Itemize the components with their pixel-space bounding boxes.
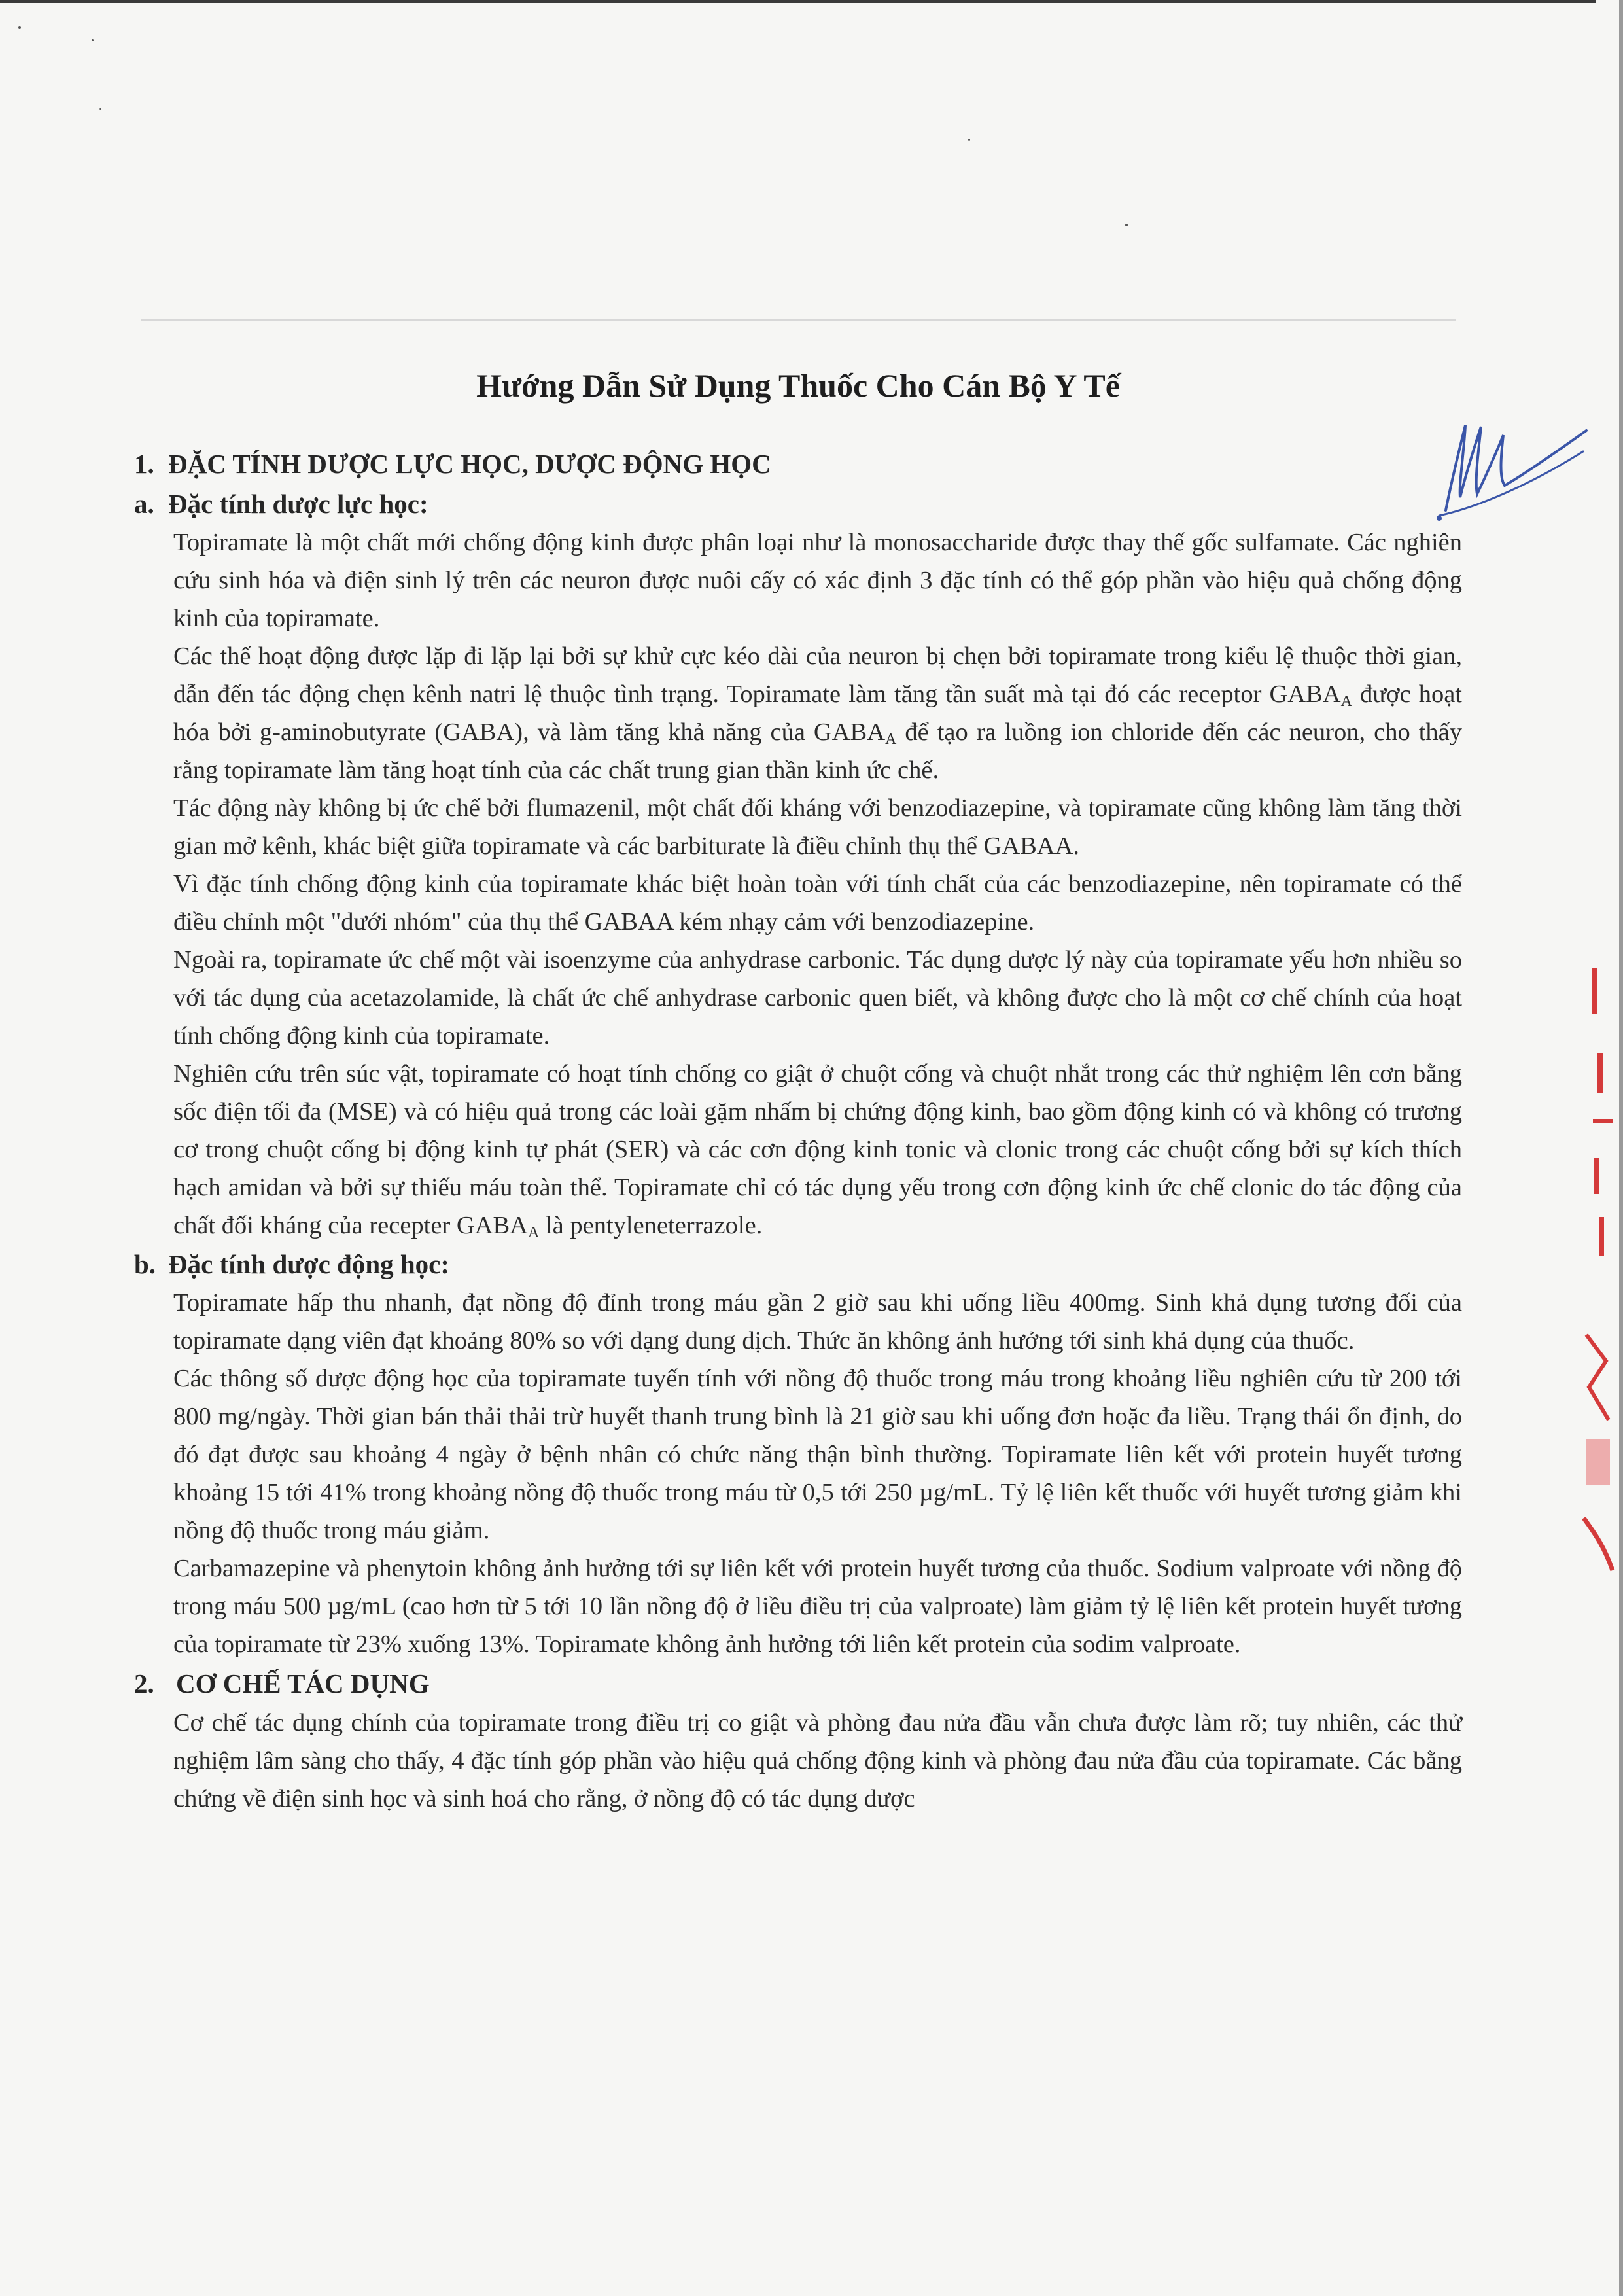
paragraph: Carbamazepine và phenytoin không ảnh hưởng tới sự liên kết với protein huyết tương của thuốc. Sodium valproate với nồng độ trong máu 500 µg/mL (cao hơn từ 5 tới 10 lần nồng độ ở liều điều trị của valproate) làm giảm tỷ lệ liên kết protein huyết tương của topiramate từ 23% xuống 13%. Topiramate không ảnh hưởng tới liên kết protein của sodim valproate. [173,1555,1462,1658]
paragraph: Vì đặc tính chống động kinh của topiramate khác biệt hoàn toàn với tính chất của các benzodiazepine, nên topiramate có thể điều chỉnh một "dưới nhóm" của thụ thể GABAA kém nhạy cảm với benzodiazepine. [173,870,1462,936]
section-1-heading [134,444,1462,484]
page-title: Hướng Dẫn Sử Dụng Thuốc Cho Cán Bộ Y Tế [476,367,1120,404]
subsection-b-title: Đặc tính dược động học: [168,1249,450,1279]
paragraph: Các thông số dược động học của topiramate tuyến tính với nồng độ thuốc trong máu trong khoảng liều nghiên cứu từ 200 tới 800 mg/ngày. Thời gian bán thải thải trừ huyết thanh trung bình là 21 giờ sau khi uống đơn hoặc đa liều. Trạng thái ổn định, do đó đạt được sau khoảng 4 ngày ở bệnh nhân có chức năng thận bình thường. Topiramate liên kết với protein huyết tương khoảng 15 tới 41% trong khoảng nồng độ thuốc trong máu từ 0,5 tới 250 µg/mL. Tỷ lệ liên kết thuốc với huyết tương giảm khi nồng độ thuốc trong máu giảm. [173,1365,1462,1544]
scan-speck [18,26,21,29]
section-2-heading [134,1663,1462,1704]
paragraph-text: Các thế hoạt động được lặp đi lặp lại bởi sự khử cực kéo dài của neuron bị chẹn bởi topiramate trong kiểu lệ thuộc thời gian, dẫn đến tác động chẹn kênh natri lệ thuộc tình trạng. Topiramate làm tăng tần suất mà tại đó các receptor GABA [173,643,1462,708]
subscript: A [1340,693,1352,710]
paragraph [173,637,1462,789]
scan-speck [99,108,101,110]
subscript: A [885,731,897,748]
scan-top-edge [0,0,1596,3]
section-1-title: ĐẶC TÍNH DƯỢC LỰC HỌC, DƯỢC ĐỘNG HỌC [168,449,771,479]
paragraph: Tác động này không bị ức chế bởi flumazenil, một chất đối kháng với benzodiazepine, và topiramate cũng không làm tăng thời gian mở kênh, khác biệt giữa topiramate và các barbiturate là điều chỉnh thụ thể GABAA. [173,794,1462,860]
paragraph-text: Nghiên cứu trên súc vật, topiramate có hoạt tính chống co giật ở chuột cống và chuột nhắt trong các thử nghiệm lên cơn bằng sốc điện tối đa (MSE) và có hiệu quả trong các loài gặm nhấm bị chứng động kinh, bao gồm động kinh có và không có trương cơ trong chuột cống bị động kinh tự phát (SER) và các cơn động kinh tonic và clonic trong các chuột cống bởi sự kích thích hạch amidan và bởi sự thiếu máu toàn thể. Topiramate chỉ có tác dụng yếu trong cơn động kinh ức chế clonic do tác động của chất đối kháng của recepter GABA [173,1060,1462,1239]
header-rule [141,319,1456,321]
paragraph [173,1055,1462,1245]
subsection-a-label: a. [134,489,154,519]
scan-right-edge [1619,0,1623,2296]
scan-speck [1125,224,1128,226]
paragraph: Ngoài ra, topiramate ức chế một vài isoenzyme của anhydrase carbonic. Tác dụng dược lý này của topiramate yếu hơn nhiều so với tác dụng của acetazolamide, là chất ức chế anhydrase carbonic quen biết, và không được cho là một cơ chế chính của hoạt tính chống động kinh của topiramate. [173,946,1462,1050]
paragraph: Cơ chế tác dụng chính của topiramate trong điều trị co giật và phòng đau nửa đầu vẫn chưa được làm rõ; tuy nhiên, các thử nghiệm lâm sàng cho thấy, 4 đặc tính góp phần vào hiệu quả chống động kinh và phòng đau nửa đầu của topiramate. Các bằng chứng về điện sinh học và sinh hoá cho rằng, ở nồng độ có tác dụng dược [173,1709,1462,1812]
section-1-number: 1. [134,449,154,479]
subscript: A [528,1224,540,1241]
paragraph: Topiramate hấp thu nhanh, đạt nồng độ đỉnh trong máu gần 2 giờ sau khi uống liều 400mg. Sinh khả dụng tương đối của topiramate dạng viên đạt khoảng 80% so với dạng dung dịch. Thức ăn không ảnh hưởng tới sinh khả dụng của thuốc. [173,1289,1462,1354]
subsection-a-heading [134,484,1462,523]
section-2-title: CƠ CHẾ TÁC DỤNG [176,1669,430,1699]
paragraph: Topiramate là một chất mới chống động kinh được phân loại như là monosaccharide được thay thế gốc sulfamate. Các nghiên cứu sinh hóa và điện sinh lý trên các neuron được nuôi cấy có xác định 3 đặc tính có thể góp phần vào hiệu quả chống động kinh của topiramate. [173,529,1462,632]
paragraph-text: được hoạt hóa bởi g-aminobutyrate (GABA), và làm tăng khả năng của GABA [173,680,1462,746]
paragraph-text: là pentyleneterrazole. [539,1212,763,1239]
subsection-b-heading [134,1245,1462,1284]
red-stamp-edge [1580,968,1619,1597]
subsection-a-title: Đặc tính dược lực học: [168,489,428,519]
scan-speck [968,139,970,141]
document-body [134,366,1462,1818]
section-2-number: 2. [134,1669,154,1699]
scan-speck [92,39,94,41]
subsection-b-label: b. [134,1249,156,1279]
paragraph-text: để tạo ra luồng ion chloride đến các neuron, cho thấy rằng topiramate làm tăng hoạt tính của các chất trung gian thần kinh ức chế. [173,718,1462,784]
